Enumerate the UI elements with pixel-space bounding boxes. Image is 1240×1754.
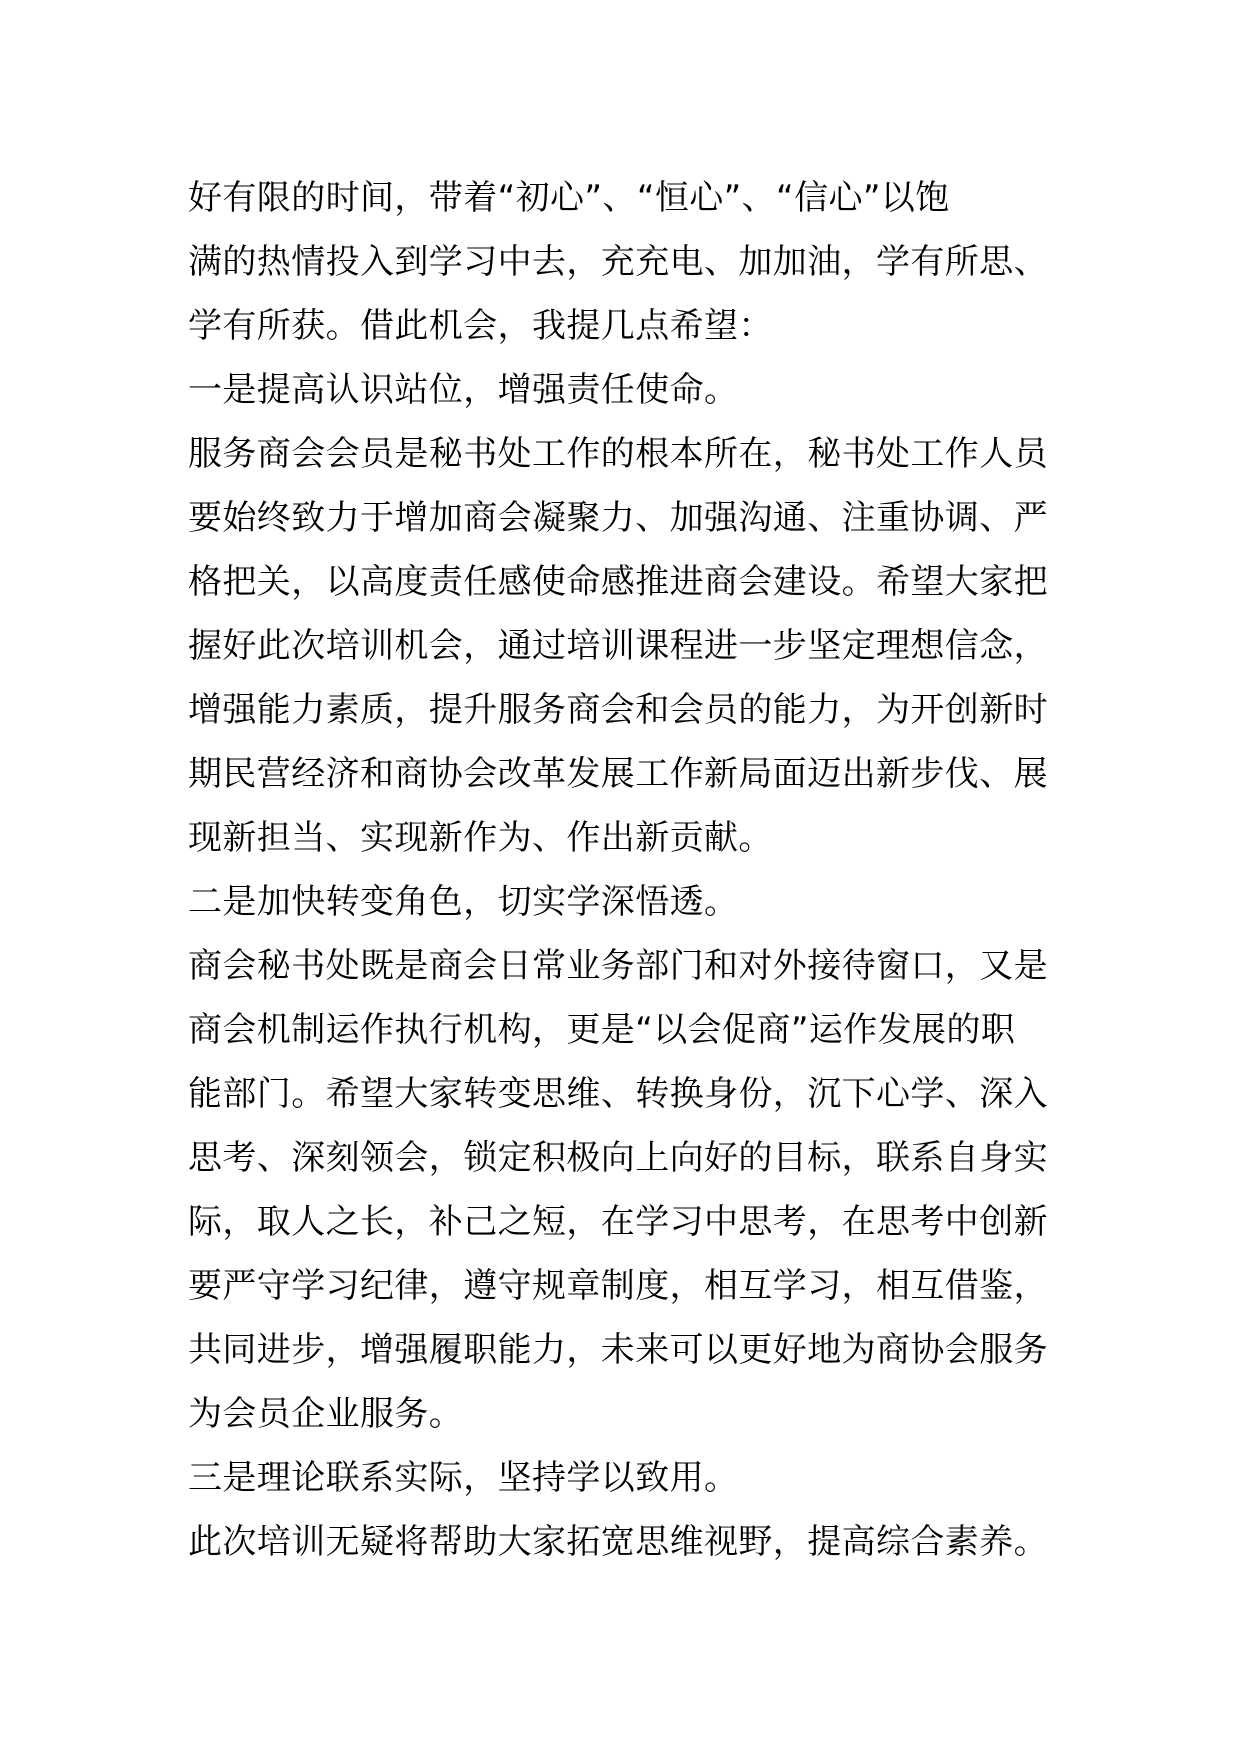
section-heading-2: 二是加快转变角色，切实学深悟透。	[188, 882, 739, 922]
text-line: 要严守学习纪律，遵守规章制度，相互学习，相互借鉴，	[188, 1266, 1048, 1306]
section-heading-1: 一是提高认识站位，增强责任使命。	[188, 370, 739, 410]
text-line: 要始终致力于增加商会凝聚力、加强沟通、注重协调、严	[188, 498, 1048, 538]
text-line: 商会机制运作执行机构，更是“以会促商”运作发展的职	[188, 1010, 1016, 1050]
text-line: 好有限的时间，带着“初心”、“恒心”、“信心”以饱	[188, 178, 950, 218]
text-line: 商会秘书处既是商会日常业务部门和对外接待窗口，又是	[188, 946, 1048, 986]
text-line: 此次培训无疑将帮助大家拓宽思维视野，提高综合素养。	[188, 1522, 1048, 1562]
text-line: 服务商会会员是秘书处工作的根本所在，秘书处工作人员	[188, 434, 1048, 474]
text-line: 学有所获。借此机会，我提几点希望：	[188, 306, 773, 346]
section-heading-3: 三是理论联系实际，坚持学以致用。	[188, 1458, 739, 1498]
text-line: 能部门。希望大家转变思维、转换身份，沉下心学、深入	[188, 1074, 1048, 1114]
text-line: 期民营经济和商协会改革发展工作新局面迈出新步伐、展	[188, 754, 1048, 794]
text-line: 握好此次培训机会，通过培训课程进一步坚定理想信念，	[188, 626, 1048, 666]
text-line: 增强能力素质，提升服务商会和会员的能力，为开创新时	[188, 690, 1048, 730]
text-line: 为会员企业服务。	[188, 1394, 464, 1434]
text-line: 际，取人之长，补己之短，在学习中思考，在思考中创新	[188, 1202, 1048, 1242]
text-line: 满的热情投入到学习中去，充充电、加加油，学有所思、	[188, 242, 1048, 282]
text-line: 思考、深刻领会，锁定积极向上向好的目标，联系自身实	[188, 1138, 1048, 1178]
text-line: 共同进步，增强履职能力，未来可以更好地为商协会服务	[188, 1330, 1048, 1370]
text-line: 格把关，以高度责任感使命感推进商会建设。希望大家把	[188, 562, 1048, 602]
body-text	[188, 166, 1068, 1574]
text-line: 现新担当、实现新作为、作出新贡献。	[188, 818, 773, 858]
